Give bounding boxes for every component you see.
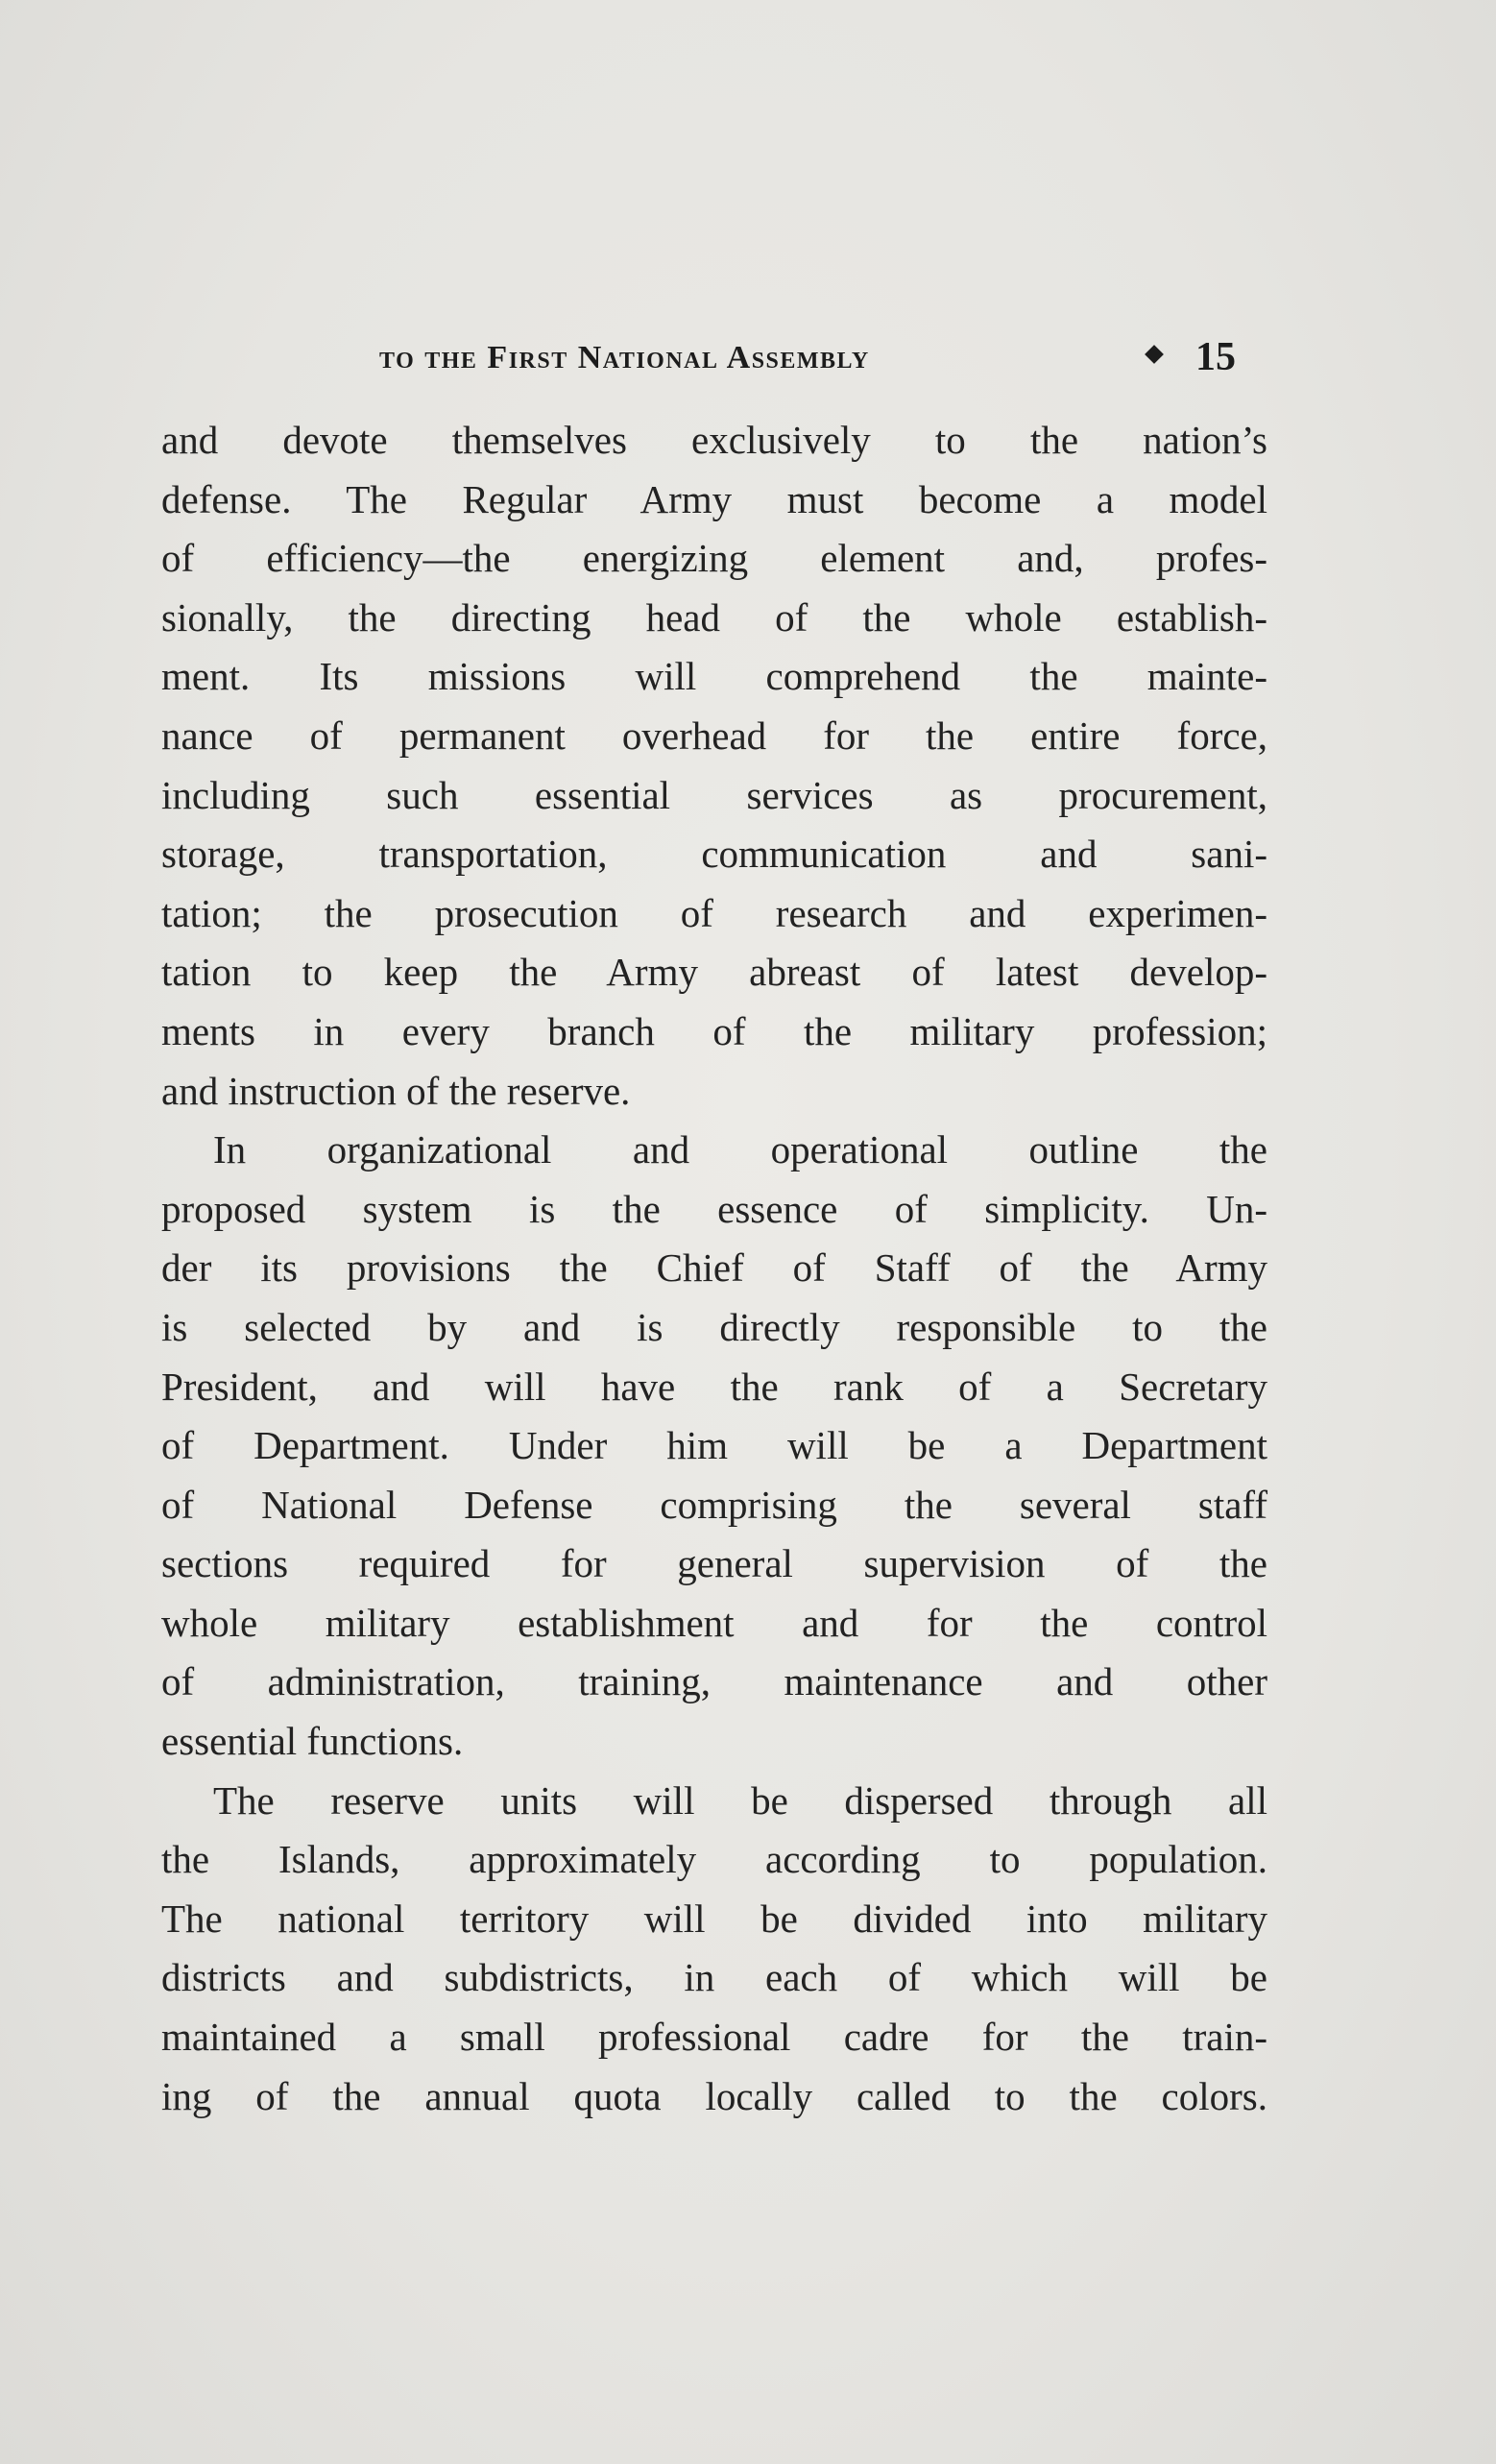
running-head: to the First National Assembly: [379, 340, 870, 375]
text-line: der its provisions the Chief of Staff of the Army: [161, 1245, 1267, 1291]
text-line: districts and subdistricts, in each of which will be: [161, 1955, 1267, 2000]
page-header: [379, 334, 1263, 382]
paragraph-2: [161, 1121, 1267, 1772]
text-line: The national territory will be divided into military: [161, 1896, 1267, 1941]
body-text: [161, 411, 1267, 2126]
text-line: maintained a small professional cadre for the train-: [161, 2015, 1267, 2060]
text-line: of administration, training, maintenance and other: [161, 1659, 1267, 1704]
text-line: ing of the annual quota locally called to the colors.: [161, 2073, 1267, 2118]
text-line: is selected by and is directly responsible to the: [161, 1304, 1267, 1349]
text-line: of Department. Under him will be a Department: [161, 1423, 1267, 1468]
paragraph-1: [161, 411, 1267, 1121]
paragraph-3: [161, 1772, 1267, 2127]
text-line: President, and will have the rank of a Secretary: [161, 1364, 1267, 1409]
page-number: 15: [1195, 335, 1236, 379]
text-line: including such essential services as procurement,: [161, 772, 1267, 817]
text-line: nance of permanent overhead for the entire force,: [161, 713, 1267, 758]
text-line: ments in every branch of the military profession;: [161, 1008, 1267, 1053]
text-line: the Islands, approximately according to population.: [161, 1837, 1267, 1882]
text-line: In organizational and operational outline the: [213, 1127, 1267, 1172]
text-line: defense. The Regular Army must become a model: [161, 476, 1267, 521]
text-line: sections required for general supervision of the: [161, 1541, 1267, 1586]
text-line: whole military establishment and for the control: [161, 1600, 1267, 1645]
text-line: tation to keep the Army abreast of latest develop-: [161, 950, 1267, 995]
text-line: ment. Its missions will comprehend the mainte-: [161, 654, 1267, 699]
text-line: of National Defense comprising the several staff: [161, 1482, 1267, 1527]
text-line: essential functions.: [161, 1719, 464, 1764]
text-line: and instruction of the reserve.: [161, 1068, 631, 1113]
text-line: tation; the prosecution of research and experimen-: [161, 890, 1267, 935]
text-line: sionally, the directing head of the whole establish-: [161, 594, 1267, 640]
text-line: The reserve units will be dispersed through all: [213, 1777, 1267, 1823]
text-line: proposed system is the essence of simplicity. Un-: [161, 1186, 1267, 1231]
text-line: and devote themselves exclusively to the nation’s: [161, 418, 1267, 462]
text-line: of efficiency—the energizing element and, profes-: [161, 536, 1267, 581]
text-line: storage, transportation, communication and sani-: [161, 832, 1267, 877]
bullet-ornament-icon: [1145, 345, 1164, 364]
